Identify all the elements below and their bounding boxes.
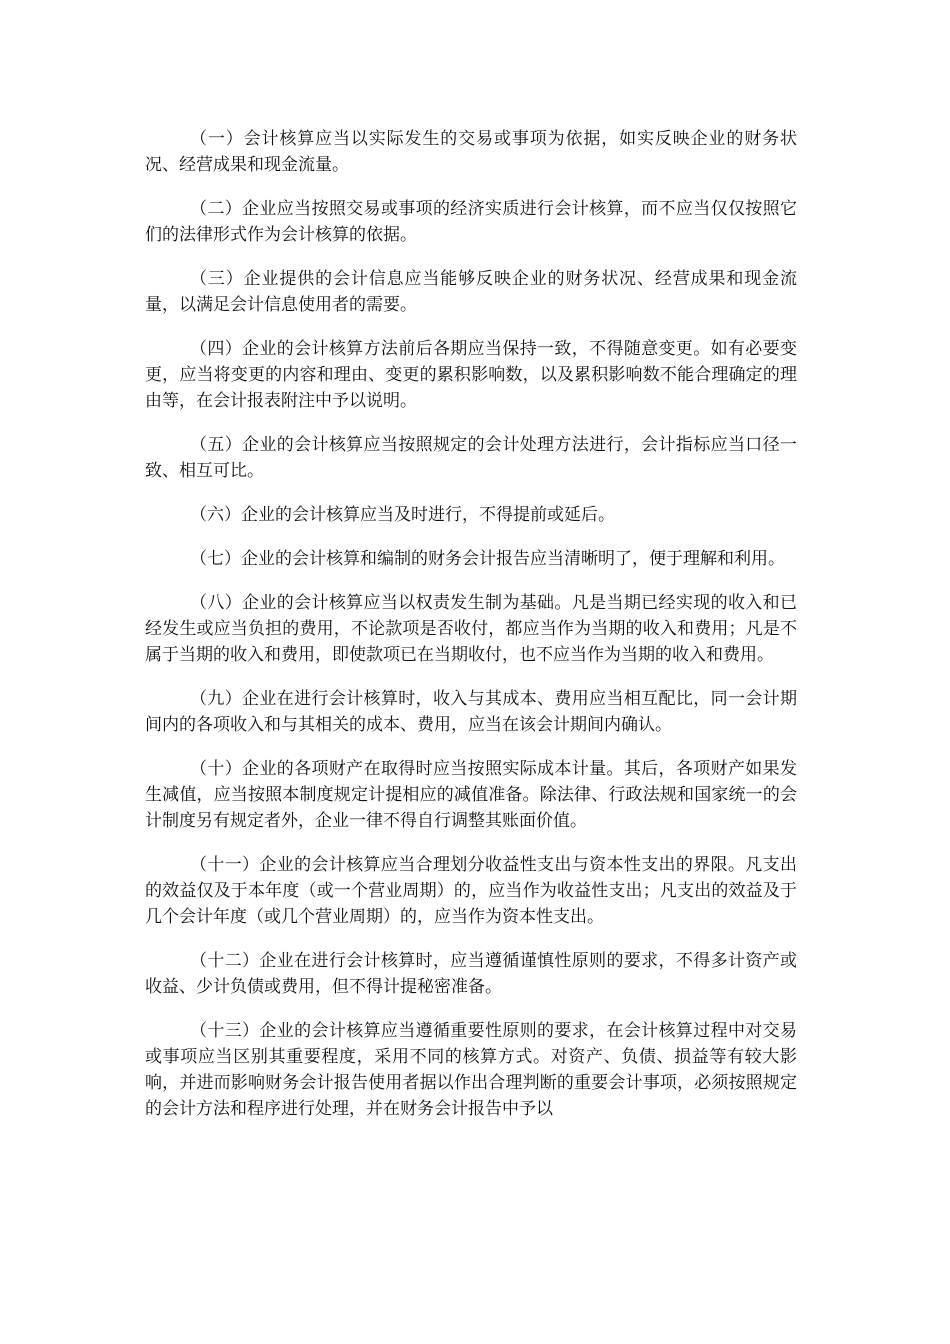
- paragraph-7: （七）企业的会计核算和编制的财务会计报告应当清晰明了，便于理解和利用。: [190, 549, 785, 569]
- document-body: [145, 126, 797, 1140]
- paragraph-3: （三）企业提供的会计信息应当能够反映企业的财务状况、经营成果和现金流量，以满足会计信息使用者的需要。: [145, 269, 797, 315]
- paragraph-10: （十）企业的各项财产在取得时应当按照实际成本计量。其后，各项财产如果发生减值，应当按照本制度规定计提相应的减值准备。除法律、行政法规和国家统一的会计制度另有规定者外，企业一律不得自行调整其账面价值。: [145, 759, 797, 831]
- paragraph-6: （六）企业的会计核算应当及时进行，不得提前或延后。: [190, 505, 615, 525]
- paragraph-5: （五）企业的会计核算应当按照规定的会计处理方法进行，会计指标应当口径一致、相互可比。: [145, 435, 797, 481]
- paragraph-12: （十二）企业在进行会计核算时，应当遵循谨慎性原则的要求，不得多计资产或收益、少计负债或费用，但不得计提秘密准备。: [145, 951, 797, 997]
- paragraph-9: （九）企业在进行会计核算时，收入与其成本、费用应当相互配比，同一会计期间内的各项收入和与其相关的成本、费用，应当在该会计期间内确认。: [145, 689, 797, 735]
- paragraph-1: （一）会计核算应当以实际发生的交易或事项为依据，如实反映企业的财务状况、经营成果和现金流量。: [145, 129, 797, 175]
- paragraph-2: （二）企业应当按照交易或事项的经济实质进行会计核算，而不应当仅仅按照它们的法律形式作为会计核算的依据。: [145, 199, 797, 245]
- paragraph-8: （八）企业的会计核算应当以权责发生制为基础。凡是当期已经实现的收入和已经发生或应当负担的费用，不论款项是否收付，都应当作为当期的收入和费用；凡是不属于当期的收入和费用，即使款项已在当期收付，也不应当作为当期的收入和费用。: [145, 593, 797, 665]
- paragraph-13: （十三）企业的会计核算应当遵循重要性原则的要求，在会计核算过程中对交易或事项应当区别其重要程度，采用不同的核算方式。对资产、负债、损益等有较大影响，并进而影响财务会计报告使用者据以作出合理判断的重要会计事项，必须按照规定的会计方法和程序进行处理，并在财务会计报告中予以: [145, 1021, 797, 1119]
- paragraph-11: （十一）企业的会计核算应当合理划分收益性支出与资本性支出的界限。凡支出的效益仅及于本年度（或一个营业周期）的，应当作为收益性支出；凡支出的效益及于几个会计年度（或几个营业周期）的，应当作为资本性支出。: [145, 855, 797, 927]
- paragraph-4: （四）企业的会计核算方法前后各期应当保持一致，不得随意变更。如有必要变更，应当将变更的内容和理由、变更的累积影响数，以及累积影响数不能合理确定的理由等，在会计报表附注中予以说明。: [145, 339, 797, 411]
